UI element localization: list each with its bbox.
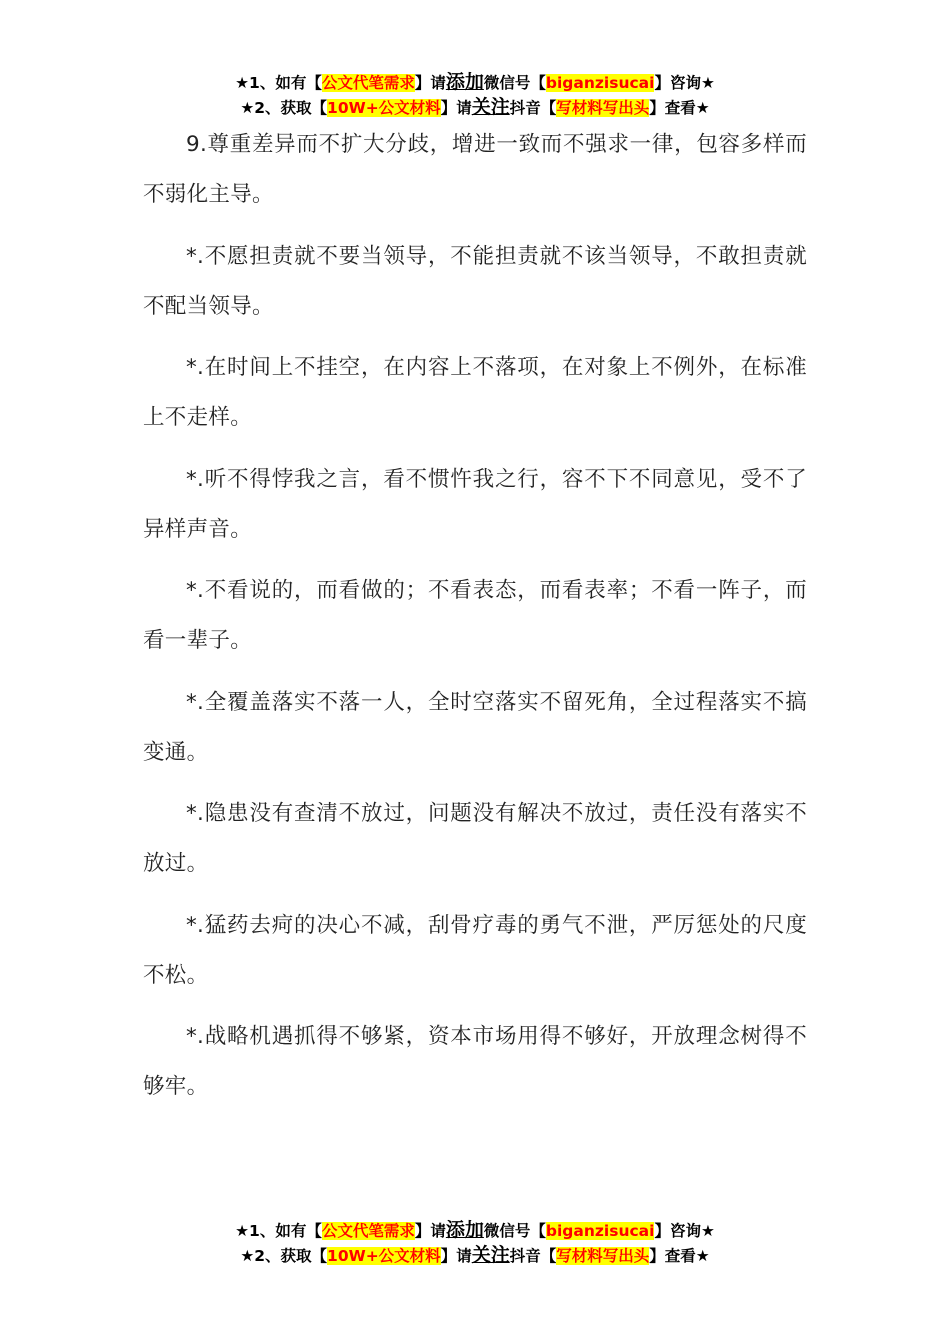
paragraph: *.听不得悖我之言，看不惯忤我之行，容不下不同意见，受不了异样声音。 [143, 466, 807, 542]
banner-text: 抖音【 [509, 1247, 557, 1265]
banner-emphasis: 关注 [471, 96, 510, 118]
paragraph: *.不愿担责就不要当领导，不能担责就不该当领导，不敢担责就不配当领导。 [143, 243, 807, 319]
banner-text: 】请 [414, 74, 446, 92]
banner-text: ★2、获取【 [240, 1247, 328, 1265]
banner-highlight: 写材料写出头 [556, 1247, 650, 1265]
banner-text: 】请 [440, 1247, 472, 1265]
banner-line-1 [0, 1218, 950, 1243]
banner-emphasis: 添加 [445, 71, 484, 93]
banner-text: ★2、获取【 [240, 99, 328, 117]
banner-highlight: 公文代笔需求 [321, 1222, 415, 1240]
paragraph: *.隐患没有查清不放过，问题没有解决不放过，责任没有落实不放过。 [143, 801, 807, 876]
paragraph: *.在时间上不挂空，在内容上不落项，在对象上不例外，在标准上不走样。 [143, 355, 807, 430]
banner-highlight: 10W+公文材料 [327, 99, 441, 117]
banner-highlight: biganzisucai [545, 1222, 655, 1240]
paragraph: *.猛药去疴的决心不减，刮骨疗毒的勇气不泄，严厉惩处的尺度不松。 [143, 912, 807, 988]
paragraph: *.全覆盖落实不落一人，全时空落实不留死角，全过程落实不搞变通。 [143, 689, 807, 765]
paragraph: 9.尊重差异而不扩大分歧，增进一致而不强求一律，包容多样而不弱化主导。 [143, 132, 807, 207]
banner-text: 】查看★ [649, 1247, 710, 1265]
banner-highlight: 写材料写出头 [556, 99, 650, 117]
banner-text: 抖音【 [509, 99, 557, 117]
header-banner [0, 70, 950, 120]
paragraph: *.战略机遇抓得不够紧，资本市场用得不够好，开放理念树得不够牢。 [143, 1024, 807, 1099]
document-body [143, 120, 807, 1124]
banner-line-2 [0, 1243, 950, 1268]
banner-line-2 [0, 95, 950, 120]
banner-text: 】咨询★ [654, 74, 715, 92]
banner-text: 】查看★ [649, 99, 710, 117]
banner-emphasis: 关注 [471, 1244, 510, 1266]
banner-highlight: 10W+公文材料 [327, 1247, 441, 1265]
banner-emphasis: 添加 [445, 1219, 484, 1241]
paragraph: *.不看说的，而看做的；不看表态，而看表率；不看一阵子，而看一辈子。 [143, 578, 807, 653]
banner-line-1 [0, 70, 950, 95]
banner-text: ★1、如有【 [235, 1222, 322, 1240]
banner-text: 】请 [440, 99, 472, 117]
banner-text: 】请 [414, 1222, 446, 1240]
banner-text: 微信号【 [483, 1222, 546, 1240]
banner-highlight: biganzisucai [545, 74, 655, 92]
footer-banner [0, 1218, 950, 1268]
banner-text: 微信号【 [483, 74, 546, 92]
banner-text: ★1、如有【 [235, 74, 322, 92]
banner-highlight: 公文代笔需求 [321, 74, 415, 92]
banner-text: 】咨询★ [654, 1222, 715, 1240]
